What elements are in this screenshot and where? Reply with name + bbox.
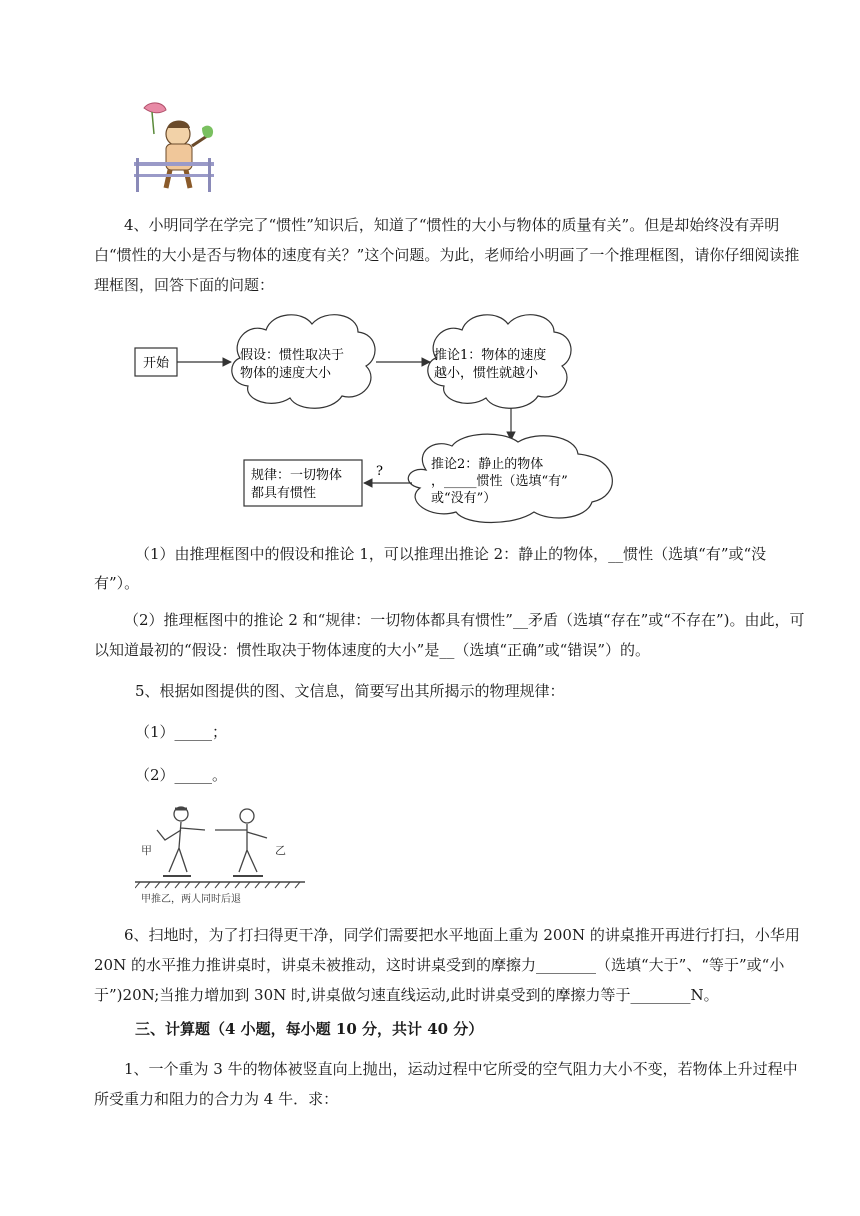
pushing-figure (135, 800, 305, 910)
q4-sub1-line2: 有”）。 (94, 574, 140, 592)
q5-blank1: （1）_____； (135, 723, 228, 741)
q4-sub1-line1: （1）由推理框图中的假设和推论 1，可以推理出推论 2：静止的物体，__惯性（选填“有”或“没 (135, 545, 767, 563)
flower-icon (144, 103, 166, 134)
figure-caption: 甲推乙，两人同时后退 (141, 894, 241, 905)
cartoon-boy-illustration (130, 100, 220, 195)
q5-blank2: （2）_____。 (135, 766, 228, 784)
law-line1: 规律：一切物体 (251, 468, 343, 483)
section3-heading: 三、计算题（4 小题，每小题 10 分，共计 40 分） (135, 1020, 484, 1038)
label-yi: 乙 (275, 844, 286, 857)
hypothesis-line2: 物体的速度大小 (240, 366, 332, 381)
start-label: 开始 (142, 356, 170, 371)
hypothesis-line1: 假设：惯性取决于 (240, 348, 345, 363)
boy-figure (166, 121, 213, 189)
chair (134, 158, 214, 192)
q6-text: 6、扫地时，为了打扫得更干净，同学们需要把水平地面上重为 200N 的讲桌推开再进行打扫，小华用 20N 的水平推力推讲桌时，讲桌未被推动，这时讲桌受到的摩擦力________（选填“大于”、“等于”或“小于”)20N;当推力增加到 30N 时,讲桌做匀速直线运动,此时讲桌受到的摩擦力等于________N。 (94, 926, 800, 1004)
reasoning-flowchart (130, 300, 630, 530)
law-line2: 都具有惯性 (251, 486, 317, 501)
q5-stem: 5、根据如图提供的图、文信息，简要写出其所揭示的物理规律： (135, 682, 565, 700)
question-mark: ? (376, 464, 383, 479)
inference2-line2: ，_____惯性（选填“有” (431, 474, 568, 489)
inference1-line2: 越小，惯性就越小 (434, 366, 539, 381)
inference2-line1: 推论2：静止的物体 (431, 457, 544, 472)
inference2-line3: 或“没有”） (431, 491, 497, 506)
calc1-text: 1、一个重为 3 牛的物体被竖直向上抛出，运动过程中它所受的空气阻力大小不变，若物体上升过程中所受重力和阻力的合力为 4 牛．求： (94, 1060, 798, 1108)
inference1-line1: 推论1：物体的速度 (434, 348, 547, 363)
q4-stem: 4、小明同学在学完了“惯性”知识后，知道了“惯性的大小与物体的质量有关”。但是却始终没有弄明白“惯性的大小是否与物体的速度有关？”这个问题。为此，老师给小明画了一个推理框图，请你仔细阅读推理框图，回答下面的问题： (94, 216, 800, 294)
q4-sub2: （2）推理框图中的推论 2 和“规律：一切物体都具有惯性”__矛盾（选填“存在”或“不存在”)。由此，可以知道最初的“假设：惯性取决于物体速度的大小”是__（选填“正确”或“错误”）的。 (94, 611, 805, 659)
person-yi-head (240, 809, 254, 823)
label-jia: 甲 (141, 844, 152, 857)
